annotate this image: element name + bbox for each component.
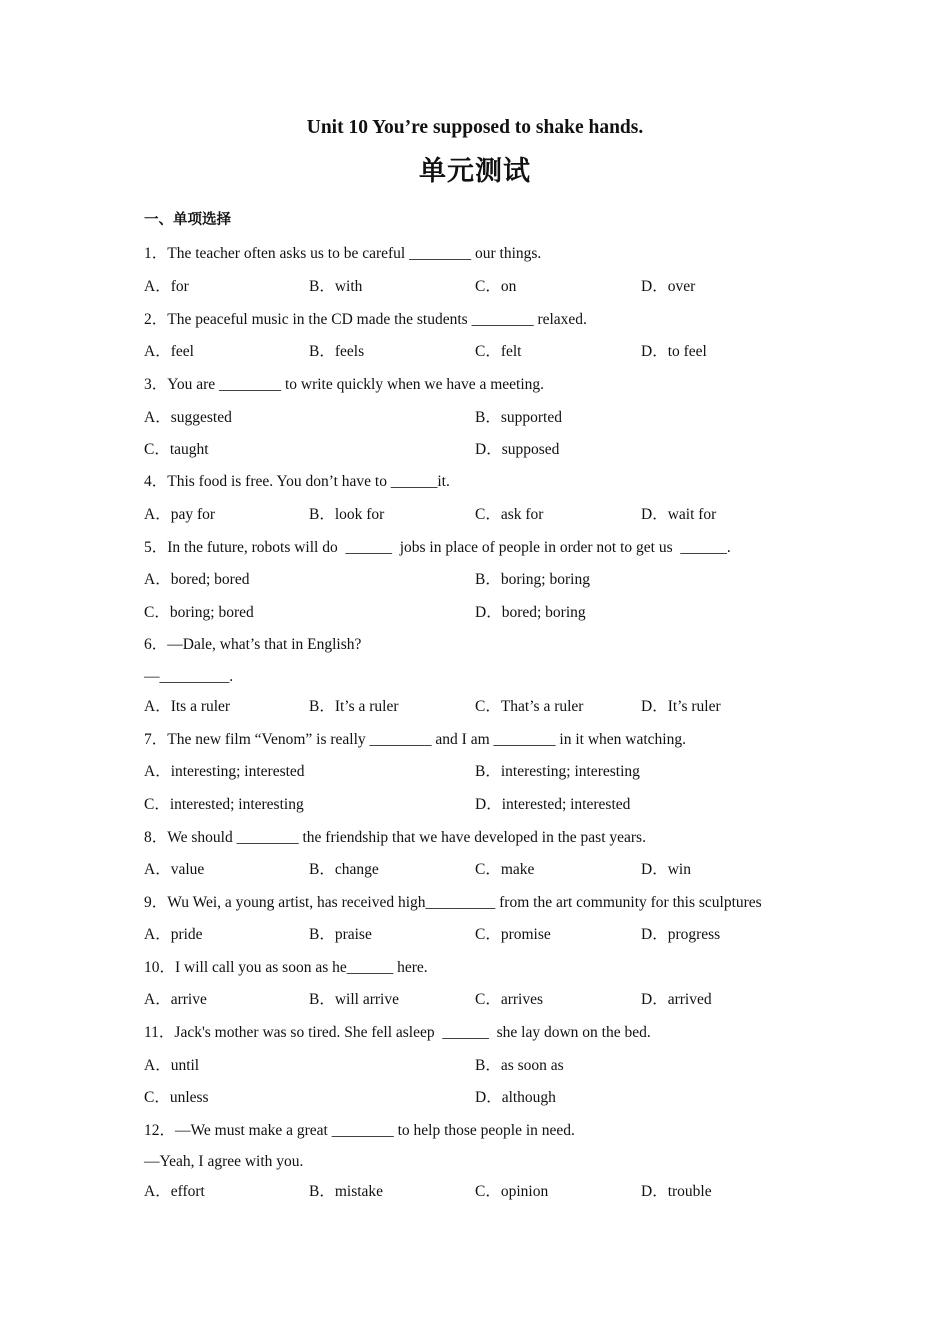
- question-12-option-a: A．effort: [144, 1183, 205, 1200]
- question-4-option-b: B．look for: [309, 506, 385, 523]
- question-6-option-b: B．It’s a ruler: [309, 698, 399, 715]
- question-3-option-d: D．supposed: [475, 441, 560, 458]
- question-12-option-c: C．opinion: [475, 1183, 549, 1200]
- question-8-option-a: A．value: [144, 861, 205, 878]
- question-11-stem: 11．Jack's mother was so tired. She fell asleep ______ she lay down on the bed.: [144, 1024, 651, 1041]
- question-11-option-b: B．as soon as: [475, 1057, 564, 1074]
- question-9-option-b: B．praise: [309, 926, 372, 943]
- question-10-stem: 10．I will call you as soon as he______ here.: [144, 959, 428, 976]
- question-8-option-c: C．make: [475, 861, 535, 878]
- question-6-option-c: C．That’s a ruler: [475, 698, 584, 715]
- question-5-option-c: C．boring; bored: [144, 604, 254, 621]
- question-11-option-c: C．unless: [144, 1089, 209, 1106]
- question-5-option-d: D．bored; boring: [475, 604, 586, 621]
- question-9-option-d: D．progress: [641, 926, 721, 943]
- question-6-stem: 6．—Dale, what’s that in English?: [144, 636, 362, 653]
- question-4-option-d: D．wait for: [641, 506, 717, 523]
- question-3-option-b: B．supported: [475, 409, 562, 426]
- question-6-option-d: D．It’s ruler: [641, 698, 721, 715]
- section-heading: 一、单项选择: [144, 212, 231, 228]
- question-4-stem: 4．This food is free. You don’t have to ______it.: [144, 473, 450, 490]
- question-3-option-a: A．suggested: [144, 409, 232, 426]
- question-8-stem: 8．We should ________ the friendship that we have developed in the past years.: [144, 829, 646, 846]
- question-6-option-a: A．Its a ruler: [144, 698, 231, 715]
- question-7-option-d: D．interested; interested: [475, 796, 631, 813]
- question-3-stem: 3．You are ________ to write quickly when we have a meeting.: [144, 376, 545, 393]
- question-2-option-a: A．feel: [144, 343, 194, 360]
- question-10-option-d: D．arrived: [641, 991, 712, 1008]
- question-11-option-a: A．until: [144, 1057, 200, 1074]
- document-title: Unit 10 You’re supposed to shake hands.: [306, 117, 644, 138]
- question-2-option-c: C．felt: [475, 343, 522, 360]
- question-12-stem-response: —Yeah, I agree with you.: [144, 1153, 304, 1170]
- question-7-option-a: A．interesting; interested: [144, 763, 305, 780]
- question-5-option-b: B．boring; boring: [475, 571, 590, 588]
- question-4-option-c: C．ask for: [475, 506, 544, 523]
- question-4-option-a: A．pay for: [144, 506, 216, 523]
- question-2-option-b: B．feels: [309, 343, 365, 360]
- question-1-option-c: C．on: [475, 278, 517, 295]
- question-1-option-d: D．over: [641, 278, 696, 295]
- question-12-option-d: D．trouble: [641, 1183, 712, 1200]
- question-10-option-c: C．arrives: [475, 991, 544, 1008]
- question-12-stem: 12．—We must make a great ________ to help those people in need.: [144, 1122, 575, 1139]
- question-12-option-b: B．mistake: [309, 1183, 384, 1200]
- question-9-stem: 9．Wu Wei, a young artist, has received high_________ from the art community for this sculptures: [144, 894, 762, 911]
- question-5-option-a: A．bored; bored: [144, 571, 250, 588]
- question-1-stem: 1．The teacher often asks us to be careful ________ our things.: [144, 245, 542, 262]
- question-1-option-a: A．for: [144, 278, 189, 295]
- document-subtitle: 单元测试: [419, 156, 531, 187]
- question-9-option-a: A．pride: [144, 926, 203, 943]
- question-1-option-b: B．with: [309, 278, 363, 295]
- question-7-stem: 7．The new film “Venom” is really ________ and I am ________ in it when watching.: [144, 731, 686, 748]
- question-3-option-c: C．taught: [144, 441, 209, 458]
- question-5-stem: 5．In the future, robots will do ______ jobs in place of people in order not to get us ______.: [144, 539, 731, 556]
- question-6-stem-response: —_________.: [144, 668, 234, 685]
- question-2-option-d: D．to feel: [641, 343, 707, 360]
- question-10-option-a: A．arrive: [144, 991, 207, 1008]
- question-11-option-d: D．although: [475, 1089, 556, 1106]
- question-7-option-c: C．interested; interesting: [144, 796, 304, 813]
- question-9-option-c: C．promise: [475, 926, 551, 943]
- question-8-option-d: D．win: [641, 861, 691, 878]
- question-8-option-b: B．change: [309, 861, 379, 878]
- question-7-option-b: B．interesting; interesting: [475, 763, 640, 780]
- question-10-option-b: B．will arrive: [309, 991, 399, 1008]
- question-2-stem: 2．The peaceful music in the CD made the students ________ relaxed.: [144, 311, 587, 328]
